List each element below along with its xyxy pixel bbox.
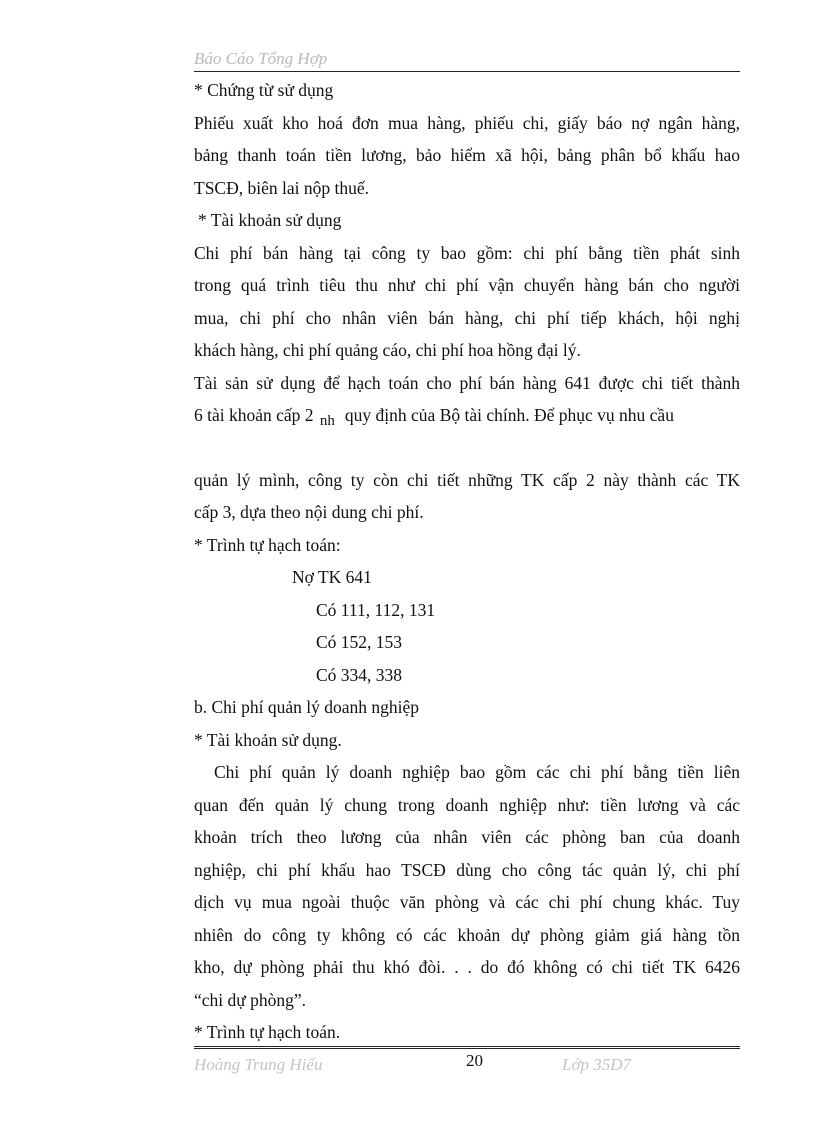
entry-credit: Có 152, 153 xyxy=(316,632,403,652)
heading-vouchers: * Chứng từ sử dụng xyxy=(194,80,334,100)
entry-debit: Nợ TK 641 xyxy=(292,567,372,587)
paragraph-line: “chi dự phòng”. xyxy=(194,989,307,1010)
page-number: 20 xyxy=(466,1051,483,1070)
paragraph-line xyxy=(194,399,740,434)
paragraph-line: Chi phí bán hàng tại công ty bao gồm: chi phí bằng tiền phát sinh xyxy=(194,242,740,263)
heading-accounts: * Tài khoản sử dụng xyxy=(198,210,342,230)
text-run: quy định của Bộ tài chính. Để phục vụ nhu cầu xyxy=(344,405,674,425)
paragraph-line: quan đến quản lý chung trong doanh nghiệp như: tiền lương và các xyxy=(194,794,740,815)
paragraph-line: Chi phí quản lý doanh nghiệp bao gồm các chi phí bằng tiền liên xyxy=(214,762,740,782)
paragraph-line: khoản trích theo lương của nhân viên các phòng ban của doanh xyxy=(194,827,740,847)
paragraph-line: Phiếu xuất kho hoá đơn mua hàng, phiếu chi, giấy báo nợ ngân hàng, xyxy=(194,112,740,133)
paragraph-line: nghiệp, chi phí khấu hao TSCĐ dùng cho công tác quản lý, chi phí xyxy=(194,859,740,880)
page-header xyxy=(194,49,740,72)
text-run: 6 tài khoản cấp 2 xyxy=(194,405,314,425)
paragraph-line: quản lý mình, công ty còn chi tiết những TK cấp 2 này thành các TK xyxy=(194,469,740,490)
footer-author: Hoàng Trung Hiếu xyxy=(194,1055,323,1074)
spacer xyxy=(194,434,740,464)
header-title: Báo Cáo Tổng Hợp xyxy=(194,49,328,68)
page-footer xyxy=(194,1046,740,1079)
heading-accounts: * Tài khoản sử dụng. xyxy=(194,729,342,750)
paragraph-line: khách hàng, chi phí quảng cáo, chi phí hoa hồng đại lý. xyxy=(194,340,581,360)
entry-credit: Có 111, 112, 131 xyxy=(316,599,436,620)
paragraph-line: cấp 3, dựa theo nội dung chi phí. xyxy=(194,502,424,522)
paragraph-line: Tài sản sử dụng để hạch toán cho phí bán hàng 641 được chi tiết thành xyxy=(194,372,740,393)
heading-procedure: * Trình tự hạch toán: xyxy=(194,534,341,555)
paragraph-line: mua, chi phí cho nhân viên bán hàng, chi phí tiếp khách, hội nghị xyxy=(194,307,740,328)
paragraph-line: kho, dự phòng phải thu khó đòi. . . do đó không có chi tiết TK 6426 xyxy=(194,957,740,977)
paragraph-line: nhiên do công ty không có các khoản dự phòng giảm giá hàng tồn xyxy=(194,924,740,945)
document-body xyxy=(194,74,740,1049)
paragraph-line: dịch vụ mua ngoài thuộc văn phòng và các chi phí chung khác. Tuy xyxy=(194,892,740,912)
paragraph-line: bảng thanh toán tiền lương, bảo hiểm xã hội, bảng phân bổ khấu hao xyxy=(194,145,740,165)
section-heading: b. Chi phí quản lý doanh nghiệp xyxy=(194,697,420,717)
footer-class: Lớp 35D7 xyxy=(562,1055,632,1074)
heading-procedure: * Trình tự hạch toán. xyxy=(194,1022,341,1042)
paragraph-line: TSCĐ, biên lai nộp thuế. xyxy=(194,177,369,198)
paragraph-line: trong quá trình tiêu thu như chi phí vận chuyển hàng bán cho người xyxy=(194,275,740,295)
entry-credit: Có 334, 338 xyxy=(316,664,403,685)
text-fragment: nh xyxy=(319,413,335,429)
